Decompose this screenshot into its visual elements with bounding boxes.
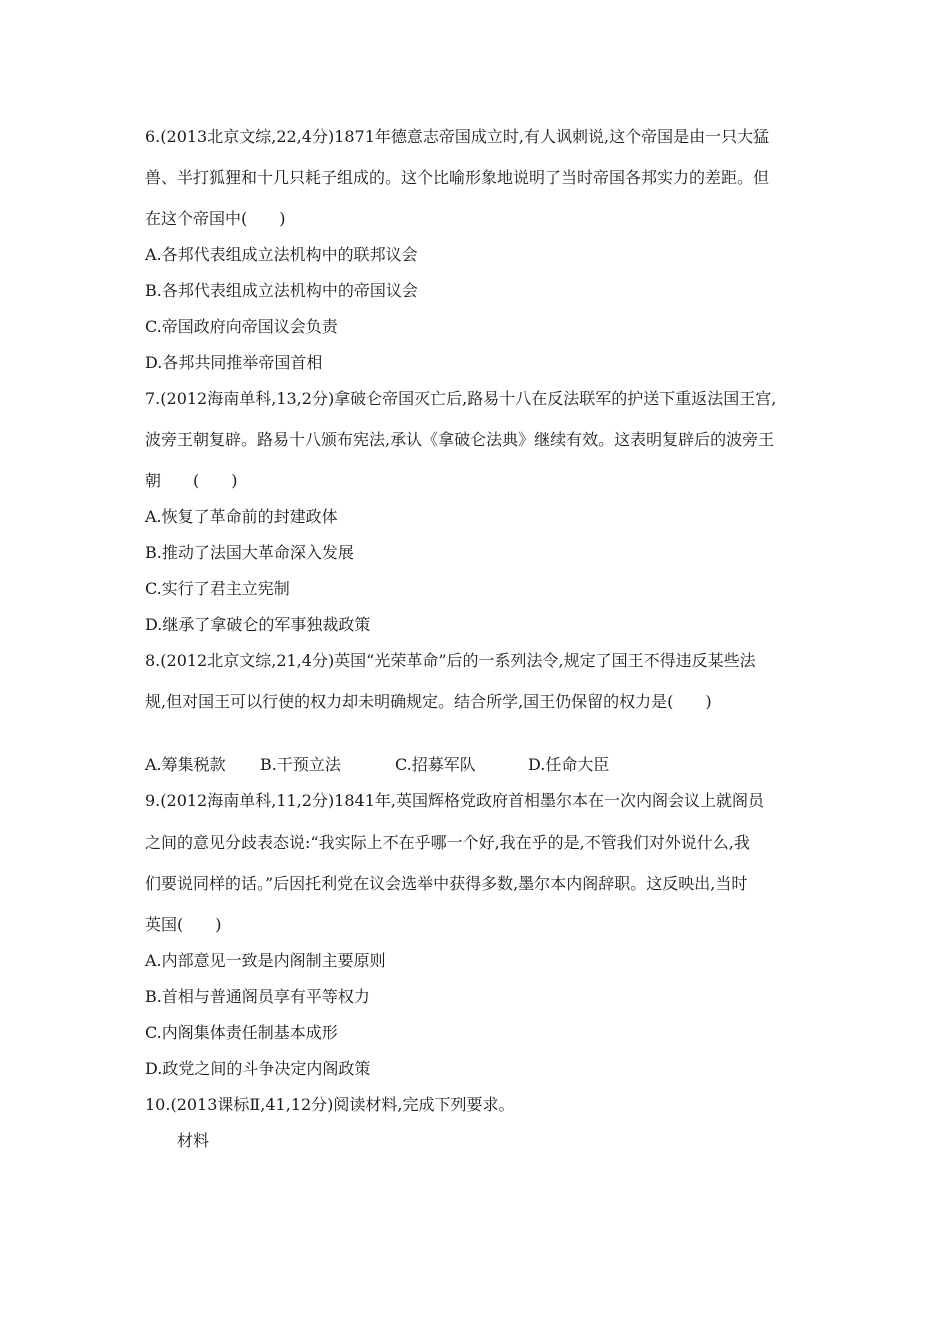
- question-8-option-a: A.筹集税款: [145, 755, 226, 774]
- question-7-stem-line-2: 波旁王朝复辟。路易十八颁布宪法,承认《拿破仑法典》继续有效。这表明复辟后的波旁王: [145, 430, 775, 449]
- question-7-option-d: D.继承了拿破仑的军事独裁政策: [145, 615, 371, 634]
- question-9-option-b: B.首相与普通阁员享有平等权力: [145, 987, 370, 1006]
- question-8-stem-line-1: 8.(2012北京文综,21,4分)英国“光荣革命”后的一系列法令,规定了国王不得违反某些法: [145, 651, 756, 670]
- question-7-stem-line-1: 7.(2012海南单科,13,2分)拿破仑帝国灭亡后,路易十八在反法联军的护送下重返法国王宫,: [145, 389, 777, 408]
- question-8-stem-line-2: 规,但对国王可以行使的权力却未明确规定。结合所学,国王仍保留的权力是( ): [145, 692, 712, 711]
- question-9-stem-line-4: 英国( ): [145, 915, 222, 934]
- question-8-option-d: D.任命大臣: [528, 755, 610, 774]
- question-9-option-a: A.内部意见一致是内阁制主要原则: [145, 951, 386, 970]
- question-7-option-b: B.推动了法国大革命深入发展: [145, 543, 354, 562]
- question-6-option-d: D.各邦共同推举帝国首相: [145, 353, 323, 372]
- question-9-stem-line-2: 之间的意见分歧表态说:“我实际上不在乎哪一个好,我在乎的是,不管我们对外说什么,我: [145, 833, 750, 852]
- question-10-stem: 10.(2013课标Ⅱ,41,12分)阅读材料,完成下列要求。: [145, 1095, 515, 1114]
- question-8-option-c: C.招募军队: [395, 755, 476, 774]
- question-9-stem-line-1: 9.(2012海南单科,11,2分)1841年,英国辉格党政府首相墨尔本在一次内阁会议上就阁员: [145, 791, 764, 810]
- question-6-stem-line-1: 6.(2013北京文综,22,4分)1871年德意志帝国成立时,有人讽刺说,这个帝国是由一只大猛: [145, 127, 770, 146]
- question-10-material-label: 材料: [177, 1131, 210, 1150]
- question-7-option-c: C.实行了君主立宪制: [145, 579, 290, 598]
- question-6-stem-line-3: 在这个帝国中( ): [145, 209, 286, 228]
- question-9-option-c: C.内阁集体责任制基本成形: [145, 1023, 338, 1042]
- question-6-stem-line-2: 兽、半打狐狸和十几只耗子组成的。这个比喻形象地说明了当时帝国各邦实力的差距。但: [145, 168, 770, 187]
- question-6-option-c: C.帝国政府向帝国议会负责: [145, 317, 338, 336]
- question-9-option-d: D.政党之间的斗争决定内阁政策: [145, 1059, 371, 1078]
- question-6-option-b: B.各邦代表组成立法机构中的帝国议会: [145, 281, 418, 300]
- question-8-option-b: B.干预立法: [260, 755, 341, 774]
- question-7-option-a: A.恢复了革命前的封建政体: [145, 507, 338, 526]
- question-6-option-a: A.各邦代表组成立法机构中的联邦议会: [145, 245, 418, 264]
- question-9-stem-line-3: 们要说同样的话。”后因托利党在议会选举中获得多数,墨尔本内阁辞职。这反映出,当时: [145, 874, 748, 893]
- question-7-stem-line-3: 朝 ( ): [145, 471, 238, 490]
